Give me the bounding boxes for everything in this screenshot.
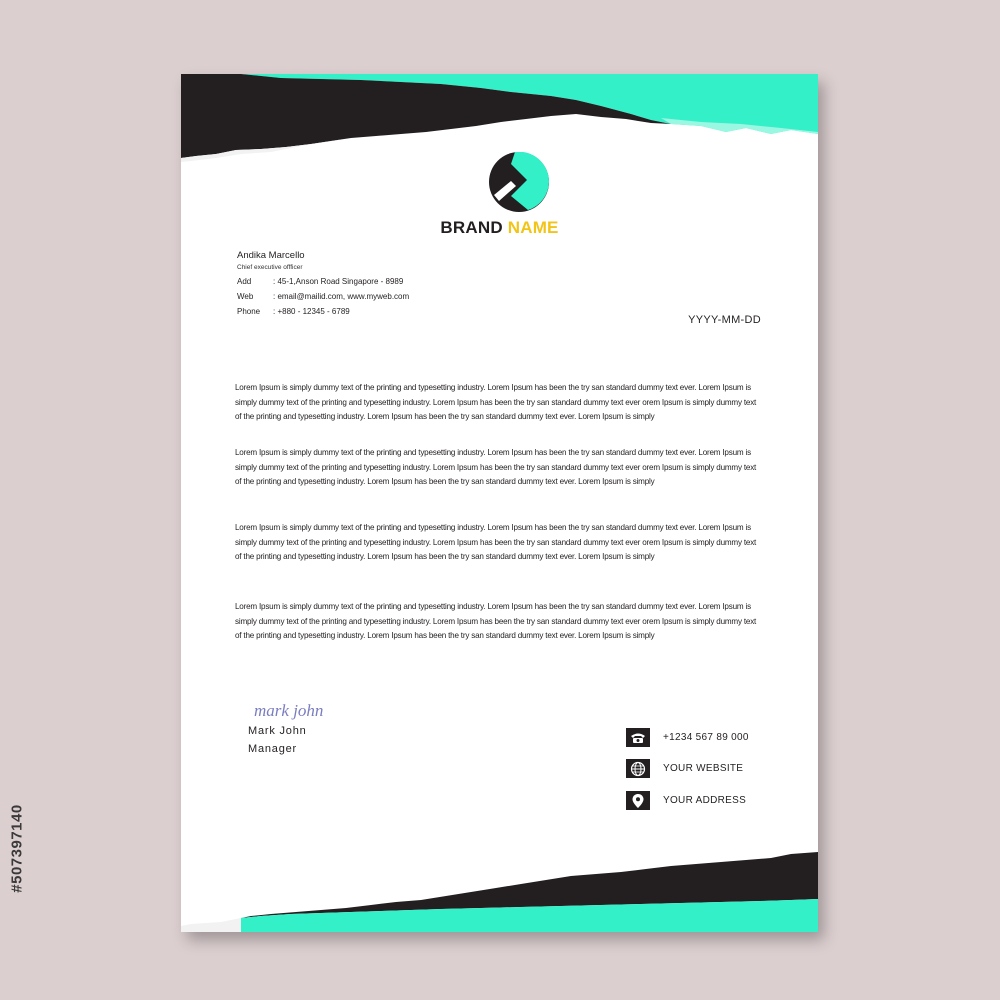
- stock-id-text: #507397140: [8, 803, 26, 893]
- contact-website-text: YOUR WEBSITE: [663, 763, 744, 774]
- handwritten-signature: mark john: [254, 701, 324, 720]
- phone-label: Phone: [237, 307, 261, 316]
- body-paragraph-4: Lorem Ipsum is simply dummy text of the printing and typesetting industry. Lorem Ipsum has been the try san standard dummy text ever. Lorem Ipsum is simply dummy text of the printing and typesetting industry. Lorem Ipsum has been the try san standard dummy text ever orem Ipsum is simply dummy text of the printing and typesetting industry. Lorem Ipsum has been the try san standard dummy text ever. Lorem Ipsum is simply: [235, 602, 757, 640]
- address-row: [237, 277, 409, 286]
- contact-phone-text: +1234 567 89 000: [663, 732, 749, 743]
- brand-name-part1: BRAND: [440, 218, 503, 237]
- web-value: : email@mailid.com, www.myweb.com: [273, 292, 410, 301]
- sender-details: [237, 250, 409, 316]
- contact-phone: [626, 728, 749, 747]
- letter-date: YYYY-MM-DD: [688, 314, 761, 326]
- phone-icon: [626, 728, 650, 747]
- brand-name-part2: NAME: [507, 218, 559, 237]
- phone-value: : +880 - 12345 - 6789: [273, 307, 350, 316]
- sender-title: Chief executive offficer: [237, 264, 303, 271]
- contact-address-text: YOUR ADDRESS: [663, 795, 747, 806]
- brand-logo: [489, 152, 549, 212]
- sender-name: Andika Marcello: [237, 250, 305, 261]
- signer-role: Manager: [248, 743, 298, 755]
- web-row: [237, 292, 409, 301]
- web-label: Web: [237, 292, 254, 301]
- bottom-torn-paper-decoration: [181, 802, 818, 932]
- body-paragraph-1: Lorem Ipsum is simply dummy text of the printing and typesetting industry. Lorem Ipsum has been the try san standard dummy text ever. Lorem Ipsum is simply dummy text of the printing and typesetting industry. Lorem Ipsum has been the try san standard dummy text ever orem Ipsum is simply dummy text of the printing and typesetting industry. Lorem Ipsum has been the try san standard dummy text ever. Lorem Ipsum is simply: [235, 383, 757, 421]
- globe-icon: [626, 759, 650, 778]
- body-paragraph-3: Lorem Ipsum is simply dummy text of the printing and typesetting industry. Lorem Ipsum has been the try san standard dummy text ever. Lorem Ipsum is simply dummy text of the printing and typesetting industry. Lorem Ipsum has been the try san standard dummy text ever orem Ipsum is simply dummy text of the printing and typesetting industry. Lorem Ipsum has been the try san standard dummy text ever. Lorem Ipsum is simply: [235, 523, 757, 561]
- phone-row: [237, 307, 409, 316]
- body-paragraph-2: Lorem Ipsum is simply dummy text of the printing and typesetting industry. Lorem Ipsum has been the try san standard dummy text ever. Lorem Ipsum is simply dummy text of the printing and typesetting industry. Lorem Ipsum has been the try san standard dummy text ever orem Ipsum is simply dummy text of the printing and typesetting industry. Lorem Ipsum has been the try san standard dummy text ever. Lorem Ipsum is simply: [235, 448, 757, 486]
- stock-image-id: [6, 768, 28, 928]
- address-value: : 45-1,Anson Road Singapore - 8989: [273, 277, 404, 286]
- signer-name: Mark John: [248, 725, 307, 737]
- address-label: Add: [237, 277, 252, 286]
- letterhead-sheet: [181, 74, 818, 932]
- contact-website: [626, 759, 743, 778]
- brand-name: [181, 218, 818, 238]
